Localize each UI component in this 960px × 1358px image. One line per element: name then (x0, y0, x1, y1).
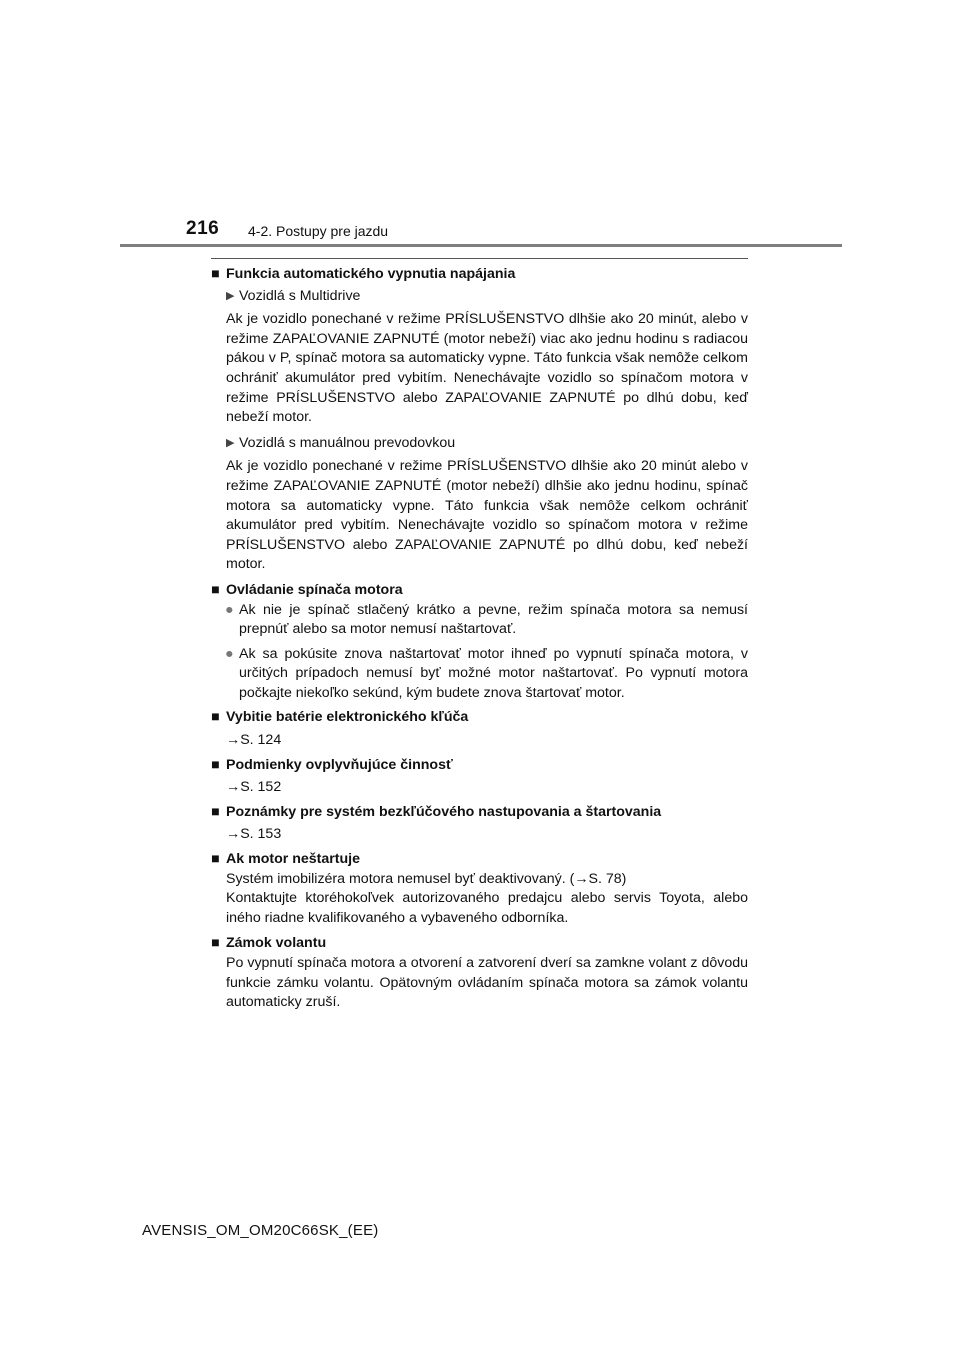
page-reference-link[interactable]: →S. 124 (226, 732, 282, 749)
section-title: Vybitie batérie elektronického kľúča (226, 709, 469, 726)
square-bullet-icon: ■ (211, 851, 220, 868)
page-number: 216 (186, 218, 220, 239)
header-rule (120, 244, 842, 247)
circle-bullet-icon: ● (225, 645, 234, 662)
triangle-right-icon: ▶ (226, 289, 235, 302)
section-steering-lock (211, 934, 748, 1012)
page-reference-link[interactable]: →S. 152 (226, 779, 282, 796)
paragraph: Po vypnutí spínača motora a otvorení a zatvorení dverí sa zamkne volant z dôvodu funkcie zámku volantu. Opätovným ovládaním spínača motora sa zámok volantu automaticky zruší. (226, 955, 748, 1011)
square-bullet-icon: ■ (211, 266, 220, 282)
section-title: Funkcia automatického vypnutia napájania (226, 266, 516, 282)
page-content (211, 265, 748, 1019)
footer-code: AVENSIS_OM_OM20C66SK_(EE) (142, 1222, 379, 1239)
square-bullet-icon: ■ (211, 756, 220, 773)
paragraph-line: Systém imobilizéra motora nemusel byť deaktivovaný. (→S. 78) (226, 870, 627, 887)
section-engine-not-starting (211, 850, 748, 928)
section-engine-switch-operation (211, 581, 748, 704)
paragraph: Ak je vozidlo ponechané v režime PRÍSLUŠENSTVO dlhšie ako 20 minút alebo v režime ZAPAĽOVANIE ZAPNUTÉ (motor nebeží) dlhšie ako jednu hodinu, spínač motora sa automaticky vypne. Táto funkcia však nemôže celkom ochrániť akumulátor pred vybitím. Nenechávajte vozidlo so spínačom motora v režime PRÍSLUŠENSTVO alebo ZAPAĽOVANIE ZAPNUTÉ po dlhú dobu, keď nebeží motor. (226, 458, 748, 573)
section-title: Ak motor neštartuje (226, 851, 361, 868)
section-title: Poznámky pre systém bezkľúčového nastupovania a štartovania (226, 803, 662, 820)
section-smart-entry-notes (211, 803, 748, 845)
section-title: Ovládanie spínača motora (226, 581, 403, 598)
list-item: ● Ak sa pokúsite znova naštartovať motor ihneď po vypnutí spínača motora, v určitých prípadoch nemusí byť možné motor naštartovať. Po vypnutí motora počkajte niekoľko sekúnd, kým budete znova štartovať motor. (211, 645, 748, 704)
paragraph: Ak je vozidlo ponechané v režime PRÍSLUŠENSTVO dlhšie ako 20 minút, alebo v režime ZAPAĽOVANIE ZAPNUTÉ (motor nebeží) viac ako jednu hodinu s radiacou pákou v P, spínač motora sa automaticky vypne. Táto funkcia však nemôže celkom ochrániť akumulátor pred vybitím. Nenechávajte vozidlo so spínačom motora v režime PRÍSLUŠENSTVO alebo ZAPAĽOVANIE ZAPNUTÉ po dlhú dobu, keď nebeží motor. (226, 311, 748, 426)
section-key-battery (211, 708, 748, 750)
subsection-heading: Vozidlá s manuálnou prevodovkou (239, 434, 456, 451)
triangle-right-icon: ▶ (226, 436, 235, 449)
top-rule (211, 258, 748, 259)
square-bullet-icon: ■ (211, 581, 220, 598)
subsection-heading: Vozidlá s Multidrive (239, 287, 361, 304)
square-bullet-icon: ■ (211, 709, 220, 726)
chapter-title: 4-2. Postupy pre jazdu (248, 223, 389, 239)
circle-bullet-icon: ● (225, 601, 234, 618)
section-title: Zámok volantu (226, 935, 327, 952)
section-conditions (211, 756, 748, 798)
square-bullet-icon: ■ (211, 935, 220, 952)
paragraph: Kontaktujte ktoréhokoľvek autorizovaného predajcu alebo servis Toyota, alebo iného riadne kvalifikovaného a vybaveného odborníka. (226, 890, 748, 926)
page-reference-link[interactable]: →S. 153 (226, 826, 282, 843)
list-item: ● Ak nie je spínač stlačený krátko a pevne, režim spínača motora sa nemusí prepnúť alebo sa motor nemusí naštartovať. (211, 601, 748, 640)
section-title: Podmienky ovplyvňujúce činnosť (226, 756, 453, 773)
square-bullet-icon: ■ (211, 803, 220, 820)
section-auto-power-off (211, 265, 748, 575)
